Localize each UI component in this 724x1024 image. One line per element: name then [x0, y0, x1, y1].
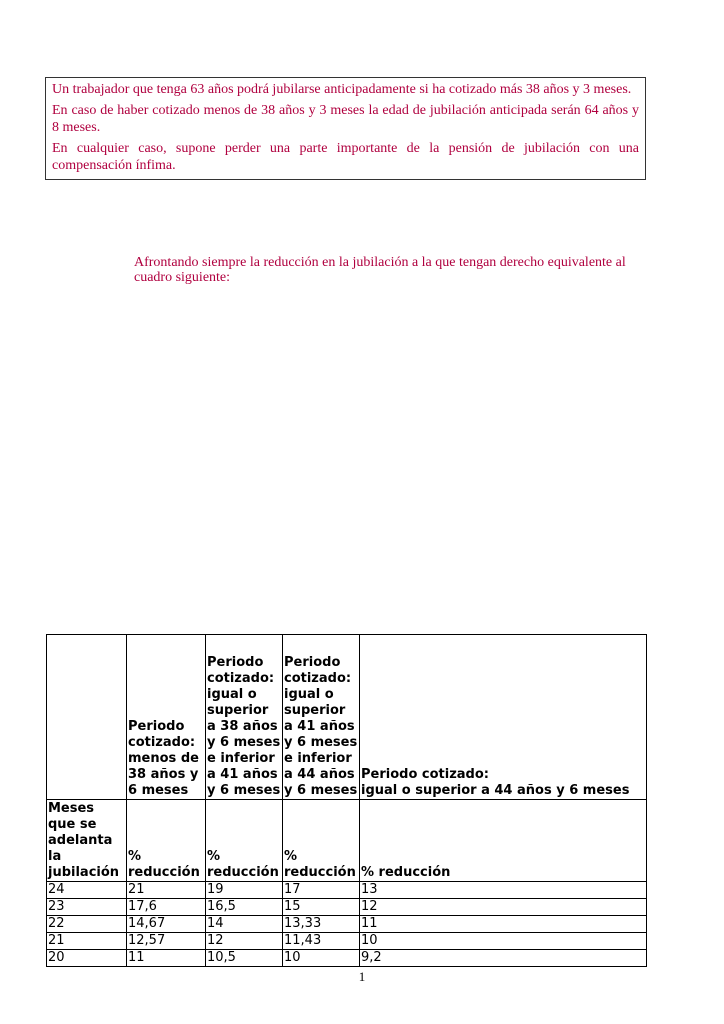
table-cell: 22 — [47, 916, 127, 933]
table-cell: 12,57 — [127, 933, 206, 950]
table-cell: 11 — [127, 950, 206, 967]
table-row — [47, 899, 647, 916]
reduction-table — [46, 634, 647, 967]
notice-box — [45, 77, 646, 180]
subheader-cell: % reducción — [283, 800, 360, 882]
table-cell: 9,2 — [360, 950, 647, 967]
table-cell: 17,6 — [127, 899, 206, 916]
header-cell: Periodo cotizado: igual o superior a 41 años y 6 meses e inferior a 44 años y 6 meses — [283, 635, 360, 800]
page-number: 1 — [358, 969, 366, 984]
table-cell: 15 — [283, 899, 360, 916]
table-cell: 10,5 — [206, 950, 283, 967]
notice-paragraph-3: En cualquier caso, supone perder una parte importante de la pensión de jubilación con una compensación ínfima. — [52, 141, 639, 173]
subheader-cell: % reducción — [360, 800, 647, 882]
table-cell: 23 — [47, 899, 127, 916]
table-cell: 14,67 — [127, 916, 206, 933]
table-row — [47, 950, 647, 967]
notice-paragraph-1: Un trabajador que tenga 63 años podrá jubilarse anticipadamente si ha cotizado más 38 años y 3 meses. — [52, 82, 632, 97]
table-cell: 10 — [360, 933, 647, 950]
table-row — [47, 882, 647, 899]
subheader-cell: % reducción — [206, 800, 283, 882]
table-subheader-row — [47, 800, 647, 882]
header-cell: Periodo cotizado: igual o superior a 38 años y 6 meses e inferior a 41 años y 6 meses — [206, 635, 283, 800]
table-cell: 11 — [360, 916, 647, 933]
table-cell: 17 — [283, 882, 360, 899]
header-cell: Periodo cotizado: menos de 38 años y 6 meses — [127, 635, 206, 800]
header-cell: Periodo cotizado: igual o superior a 44 años y 6 meses — [360, 635, 647, 800]
notice-paragraph-2: En caso de haber cotizado menos de 38 años y 3 meses la edad de jubilación anticipada serán 64 años y 8 meses. — [52, 103, 639, 135]
table-cell: 19 — [206, 882, 283, 899]
table-cell: 12 — [206, 933, 283, 950]
subheader-cell: Meses que se adelanta la jubilación — [47, 800, 127, 882]
table-cell: 24 — [47, 882, 127, 899]
table-cell: 16,5 — [206, 899, 283, 916]
table-cell: 14 — [206, 916, 283, 933]
table-cell: 21 — [127, 882, 206, 899]
table-cell: 13,33 — [283, 916, 360, 933]
table-cell: 12 — [360, 899, 647, 916]
subheader-cell: % reducción — [127, 800, 206, 882]
table-header-row — [47, 635, 647, 800]
table-cell: 11,43 — [283, 933, 360, 950]
table-cell: 13 — [360, 882, 647, 899]
table-row — [47, 916, 647, 933]
table-cell: 10 — [283, 950, 360, 967]
header-cell — [47, 635, 127, 800]
intro-text: Afrontando siempre la reducción en la jubilación a la que tengan derecho equivalente al cuadro siguiente: — [134, 255, 626, 285]
table-cell: 21 — [47, 933, 127, 950]
table-cell: 20 — [47, 950, 127, 967]
table-row — [47, 933, 647, 950]
